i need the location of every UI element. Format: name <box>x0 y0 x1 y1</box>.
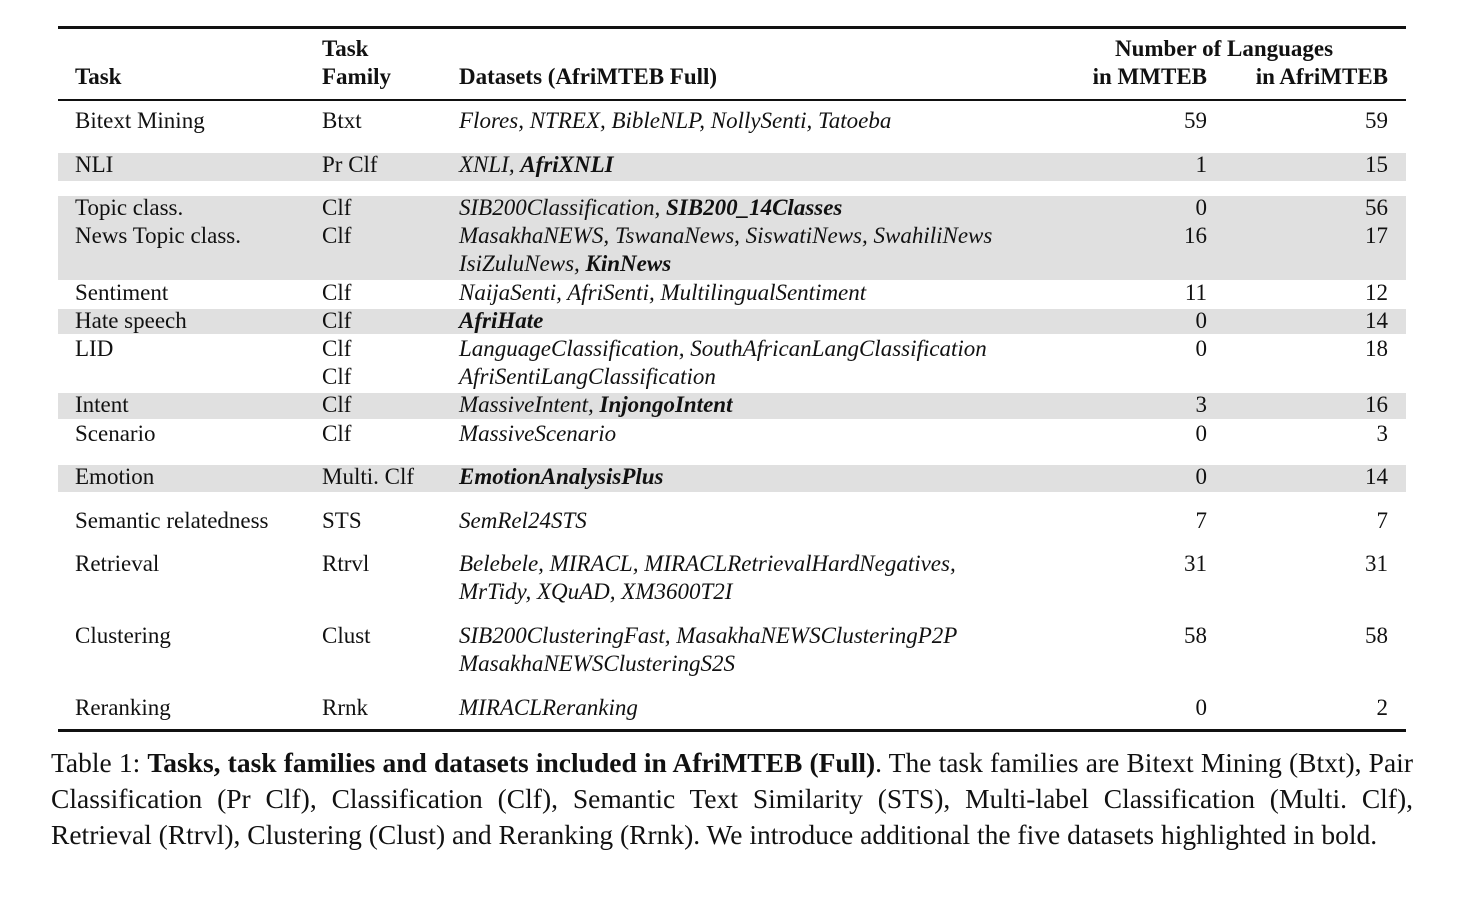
datasets-cell <box>459 391 732 419</box>
task-cell: Reranking <box>75 695 171 720</box>
dataset-name: NaijaSenti, AfriSenti, MultilingualSentiment <box>459 280 867 305</box>
afrimteb-count-cell: 18 <box>1365 336 1388 361</box>
task-cell: Clustering <box>75 623 171 648</box>
family-cell: Clf <box>322 336 352 361</box>
task-cell: LID <box>75 336 114 361</box>
family-cell: Clf <box>322 280 352 305</box>
new-dataset-name: SIB200_14Classes <box>666 195 843 220</box>
header-rule <box>58 99 1406 101</box>
datasets-cell <box>459 107 891 135</box>
task-cell: Semantic relatedness <box>75 508 269 533</box>
mmteb-count-cell: 59 <box>1184 108 1207 133</box>
task-cell: Hate speech <box>75 308 187 333</box>
task-cell: Retrieval <box>75 551 160 576</box>
datasets-cell <box>459 307 543 335</box>
table-caption <box>51 745 1413 853</box>
dataset-name: MasakhaNEWS, TswanaNews, SiswatiNews, SwahiliNews <box>459 223 993 248</box>
top-rule <box>58 26 1406 29</box>
family-cell: Clust <box>322 623 371 648</box>
afrimteb-count-cell: 31 <box>1365 551 1388 576</box>
header-family-line1: Task <box>322 36 369 61</box>
header-task: Task <box>75 64 122 89</box>
family-cell: Clf <box>322 421 352 446</box>
family-cell: Btxt <box>322 108 362 133</box>
afrimteb-count-cell: 12 <box>1365 280 1388 305</box>
datasets-cell <box>459 507 587 535</box>
task-cell: Scenario <box>75 421 156 446</box>
mmteb-count-cell: 3 <box>1195 392 1207 417</box>
datasets-cell <box>459 250 671 278</box>
datasets-cell <box>459 650 735 678</box>
caption-text: . The task families are Bitext Mining (Btxt), Pair Classification (Pr Clf), Classification (Clf), Semantic Text Similarity (STS), Multi-label Classification (Multi. Clf), Retrieval (Rtrvl), Clustering (Clust) and Reranking (Rrnk). We introduce additional the five datasets highlighted in bold. <box>51 747 1413 850</box>
task-cell: Intent <box>75 392 129 417</box>
afrimteb-count-cell: 14 <box>1365 464 1388 489</box>
task-cell: Emotion <box>75 464 155 489</box>
afrimteb-count-cell: 3 <box>1376 421 1388 446</box>
afrimteb-count-cell: 2 <box>1376 695 1388 720</box>
afrimteb-count-cell: 15 <box>1365 152 1388 177</box>
header-num-languages: Number of Languages <box>1115 36 1334 61</box>
new-dataset-name: InjongoIntent <box>599 392 733 417</box>
datasets-cell <box>459 279 866 307</box>
dataset-name: LanguageClassification, SouthAfricanLangClassification <box>459 336 987 361</box>
datasets-cell <box>459 550 956 578</box>
mmteb-count-cell: 1 <box>1195 152 1207 177</box>
datasets-cell <box>459 578 732 606</box>
task-cell: Bitext Mining <box>75 108 205 133</box>
afrimteb-count-cell: 58 <box>1365 623 1388 648</box>
afrimteb-count-cell: 17 <box>1365 223 1388 248</box>
dataset-name: MrTidy, XQuAD, XM3600T2I <box>459 579 733 604</box>
caption-title: Tasks, task families and datasets included in AfriMTEB (Full) <box>147 747 876 778</box>
mmteb-count-cell: 0 <box>1195 308 1207 333</box>
datasets-cell <box>459 463 664 491</box>
new-dataset-name: EmotionAnalysisPlus <box>459 464 664 489</box>
dataset-name: Belebele, MIRACL, MIRACLRetrievalHardNegatives, <box>459 551 956 576</box>
task-cell: News Topic class. <box>75 223 241 248</box>
dataset-name: SemRel24STS <box>459 508 587 533</box>
header-datasets: Datasets (AfriMTEB Full) <box>459 64 718 89</box>
mmteb-count-cell: 7 <box>1195 508 1207 533</box>
new-dataset-name: KinNews <box>585 251 672 276</box>
task-cell: Topic class. <box>75 195 184 220</box>
mmteb-count-cell: 0 <box>1195 336 1207 361</box>
afrimteb-count-cell: 56 <box>1365 195 1388 220</box>
header-afrimteb: in AfriMTEB <box>1255 64 1388 89</box>
family-cell: Clf <box>322 223 352 248</box>
mmteb-count-cell: 0 <box>1195 464 1207 489</box>
mmteb-count-cell: 0 <box>1195 421 1207 446</box>
family-cell: Pr Clf <box>322 152 378 177</box>
dataset-name: SIB200Classification, <box>459 195 666 220</box>
bottom-rule <box>58 729 1406 732</box>
family-cell: Rtrvl <box>322 551 370 576</box>
dataset-name: MasakhaNEWSClusteringS2S <box>459 651 735 676</box>
mmteb-count-cell: 58 <box>1184 623 1207 648</box>
afrimteb-count-cell: 59 <box>1365 108 1388 133</box>
new-dataset-name: AfriXNLI <box>520 152 614 177</box>
afrimteb-count-cell: 16 <box>1365 392 1388 417</box>
family-cell: Clf <box>322 308 352 333</box>
task-cell: NLI <box>75 152 114 177</box>
dataset-name: MassiveScenario <box>459 421 617 446</box>
mmteb-count-cell: 16 <box>1184 223 1207 248</box>
dataset-name: IsiZuluNews, <box>459 251 586 276</box>
family-cell: Multi. Clf <box>322 464 415 489</box>
family-cell: Clf <box>322 195 352 220</box>
header-family-line2: Family <box>322 64 391 89</box>
mmteb-count-cell: 11 <box>1184 280 1207 305</box>
datasets-cell <box>459 151 614 179</box>
datasets-cell <box>459 694 638 722</box>
dataset-name: AfriSentiLangClassification <box>459 364 716 389</box>
mmteb-count-cell: 0 <box>1195 195 1207 220</box>
mmteb-count-cell: 31 <box>1184 551 1207 576</box>
datasets-cell <box>459 335 987 363</box>
header-mmteb: in MMTEB <box>1092 64 1207 89</box>
dataset-name: MassiveIntent, <box>459 392 600 417</box>
family-cell: Clf <box>322 392 352 417</box>
afrimteb-count-cell: 14 <box>1365 308 1388 333</box>
dataset-name: SIB200ClusteringFast, MasakhaNEWSClusteringP2P <box>459 623 958 648</box>
datasets-cell <box>459 363 716 391</box>
dataset-name: MIRACLReranking <box>459 695 638 720</box>
family-cell: STS <box>322 508 362 533</box>
family-cell: Clf <box>322 364 352 389</box>
new-dataset-name: AfriHate <box>459 308 544 333</box>
datasets-cell <box>459 420 616 448</box>
task-cell: Sentiment <box>75 280 169 305</box>
datasets-cell <box>459 222 992 250</box>
caption-label: Table 1: <box>51 747 148 778</box>
dataset-name: XNLI, <box>459 152 521 177</box>
dataset-name: Flores, NTREX, BibleNLP, NollySenti, Tatoeba <box>459 108 892 133</box>
family-cell: Rrnk <box>322 695 368 720</box>
afrimteb-count-cell: 7 <box>1376 508 1388 533</box>
datasets-cell <box>459 622 957 650</box>
datasets-cell <box>459 194 842 222</box>
mmteb-count-cell: 0 <box>1195 695 1207 720</box>
